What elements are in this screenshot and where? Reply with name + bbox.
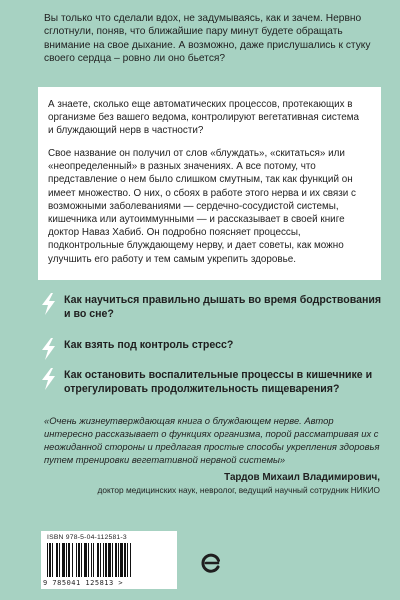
review-quote: «Очень жизнеутверждающая книга о блуждающем нерве. Автор интересно рассказывает о функциях организма, порой рассматривая их с неожиданной стороны и предлагая простые способы укрепления здоровья путем тренировки вегетативной нервной системы» bbox=[44, 415, 380, 465]
highlight-paragraph-2: Свое название он получил от слов «блуждать», «скитаться» или «неопределенный» в разных значениях. А все потому, что представление о нем было слишком смутным, так как функций он имеет множество. О них, о сбоях в работе этого нерва и их связи с возможными заболеваниями — сердечно-сосудистой системы, кишечника или аутоиммунными — и рассказывает в своей книге доктор Наваз Хабиб. Он подробно поясняет процессы, подконтрольные блуждающему нерву, и дает советы, как можно улучшить его работу и тем самым укрепить здоровье. bbox=[48, 148, 356, 265]
intro-text: Вы только что сделали вдох, не задумываясь, как и зачем. Нервно сглотнули, поняв, что ближайшие пару минут будете обращать внимание на свое дыхание. А возможно, даже прислушались к стуку своего сердца – ровно ли оно бьется? bbox=[44, 13, 371, 65]
eksmo-logo-icon bbox=[199, 551, 223, 575]
isbn-label: ISBN 978-5-04-112581-3 bbox=[47, 534, 127, 541]
barcode-digits: 9 785041 125813 > bbox=[43, 579, 124, 587]
question-text: Как взять под контроль стресс? bbox=[64, 339, 234, 351]
highlight-paragraph-1: А знаете, сколько еще автоматических процессов, протекающих в организме без вашего ведома, контролируют вегетативная система и блуждающий нерв в частности? bbox=[48, 99, 360, 137]
quote-author-name: Тардов Михаил Владимирович, bbox=[224, 472, 380, 483]
quote-author-title: доктор медицинских наук, невролог, ведущий научный сотрудник НИКИО bbox=[97, 485, 380, 495]
highlight-panel bbox=[38, 87, 381, 280]
barcode-icon bbox=[47, 543, 171, 577]
lightning-bolt-icon bbox=[40, 293, 58, 315]
barcode-panel bbox=[41, 531, 177, 589]
lightning-bolt-icon bbox=[40, 368, 58, 390]
question-text: Как остановить воспалительные процессы в кишечнике и отрегулировать продолжительность пищеварения? bbox=[64, 369, 373, 395]
question-text: Как научиться правильно дышать во время бодрствования и во сне? bbox=[64, 294, 382, 320]
lightning-bolt-icon bbox=[40, 338, 58, 360]
